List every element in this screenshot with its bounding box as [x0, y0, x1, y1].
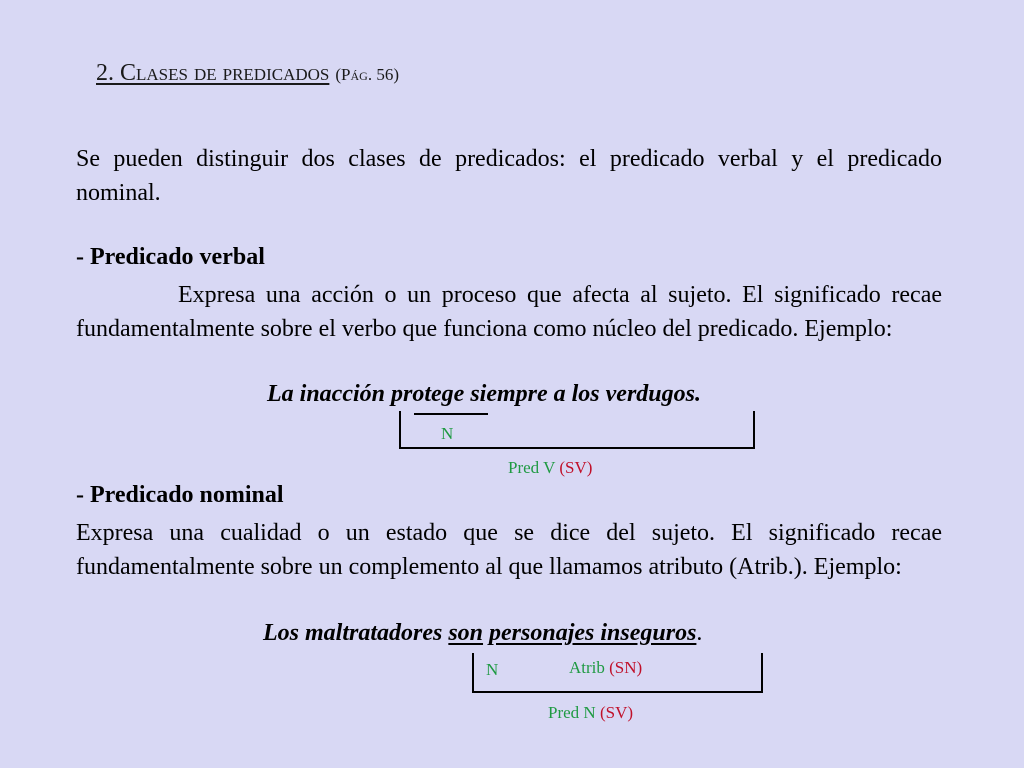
verbal-heading: - Predicado verbal — [76, 244, 265, 270]
slide-title — [96, 60, 399, 87]
verbal-example — [267, 381, 701, 408]
nominal-atrib-label: Atrib (SN) — [569, 658, 643, 677]
verbal-pred-label: Pred V (SV) — [508, 458, 593, 477]
nominal-example-subject: Los maltratadores — [263, 620, 449, 646]
nominal-example-attribute: personajes inseguros — [489, 620, 697, 646]
nominal-paragraph: Expresa una cualidad o un estado que se dice del sujeto. El significado recae fundamentalmente sobre un complemento al que llamamos atributo (Atrib.). Ejemplo: — [76, 520, 942, 580]
nominal-pred-label: Pred N (SV) — [548, 703, 634, 722]
nominal-bracket-left — [472, 653, 474, 692]
verbal-nucleus-line — [414, 413, 488, 415]
verbal-bracket-left — [399, 411, 401, 448]
verbal-text: Expresa una acción o un proceso que afecta al sujeto. El significado recae fundamentalmente sobre el verbo que funciona como núcleo del predicado. Ejemplo: — [76, 282, 942, 342]
nominal-example: Los maltratadores son personajes inseguros. — [263, 620, 703, 646]
nominal-heading: - Predicado nominal — [76, 482, 284, 508]
verbal-example-subject: La inacción — [267, 381, 391, 407]
title-main: 2. Clases de predicados — [96, 60, 330, 86]
nominal-bracket-right — [761, 653, 763, 692]
nominal-example-verb: son — [448, 620, 484, 646]
verbal-bracket-right — [753, 411, 755, 448]
verbal-nucleus-label: N — [441, 424, 454, 443]
nominal-bracket-bottom — [472, 691, 763, 693]
verbal-example-predicate: protege siempre a los verdugos. — [391, 381, 701, 407]
intro-paragraph: Se pueden distinguir dos clases de predicados: el predicado verbal y el predicado nominal. — [76, 146, 942, 206]
title-page-ref: (Pág. 56) — [335, 65, 399, 84]
nominal-nucleus-label: N — [486, 660, 499, 679]
verbal-bracket-bottom — [399, 447, 755, 449]
verbal-paragraph — [76, 278, 942, 346]
